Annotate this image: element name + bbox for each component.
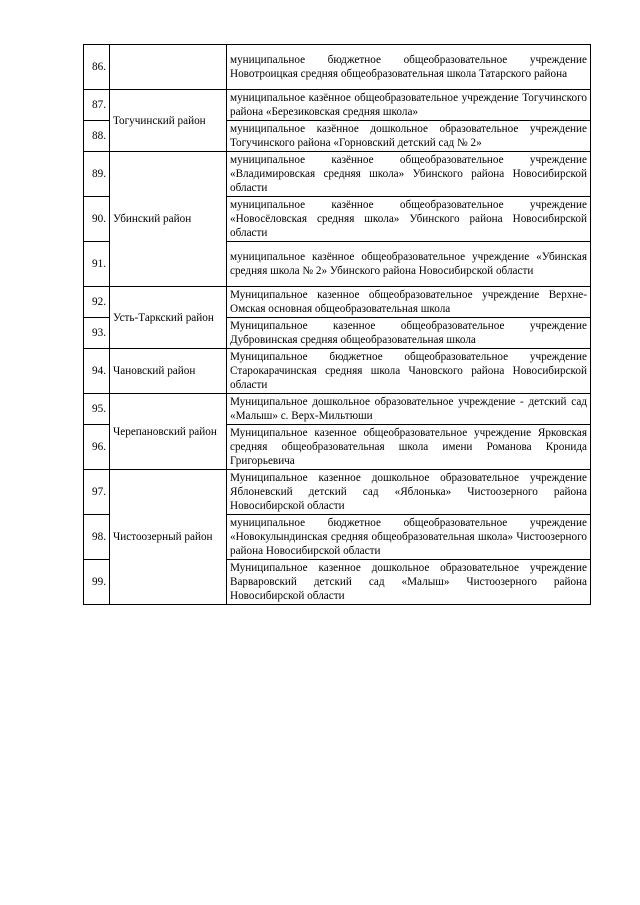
organization-name: Муниципальное казенное дошкольное образовательное учреждение Варваровский детский сад «Малыш» Чистоозерного района Новосибирской области	[227, 560, 591, 605]
row-number: 95.	[84, 394, 110, 425]
row-number: 89.	[84, 152, 110, 197]
district-cell: Усть-Таркский район	[110, 287, 227, 349]
row-number: 91.	[84, 242, 110, 287]
district-cell: Тогучинский район	[110, 90, 227, 152]
organization-name: Муниципальное дошкольное образовательное учреждение - детский сад «Малыш» с. Верх-Мильтюши	[227, 394, 591, 425]
organization-name: Муниципальное бюджетное общеобразовательное учреждение Старокарачинская средняя школа Чановского района Новосибирской области	[227, 349, 591, 394]
table-row	[84, 394, 591, 425]
organization-name: муниципальное бюджетное общеобразовательное учреждение «Новокулындинская средняя общеобразовательная школа» Чистоозерного района Новосибирской области	[227, 515, 591, 560]
row-number: 90.	[84, 197, 110, 242]
district-cell: Чистоозерный район	[110, 470, 227, 605]
row-number: 92.	[84, 287, 110, 318]
row-number: 94.	[84, 349, 110, 394]
table-row	[84, 152, 591, 197]
organization-name: Муниципальное казенное общеобразовательное учреждение Дубровинская средняя общеобразовательная школа	[227, 318, 591, 349]
organization-name: Муниципальное казенное дошкольное образовательное учреждение Яблоневский детский сад «Яблонька» Чистоозерного района Новосибирской области	[227, 470, 591, 515]
row-number: 99.	[84, 560, 110, 605]
table-row	[84, 349, 591, 394]
organization-name: муниципальное казённое дошкольное образовательное учреждение Тогучинского района «Горновский детский сад № 2»	[227, 121, 591, 152]
organization-name: муниципальное казённое общеобразовательное учреждение Тогучинского района «Березиковская средняя школа»	[227, 90, 591, 121]
row-number: 86.	[84, 45, 110, 90]
row-number: 93.	[84, 318, 110, 349]
row-number: 88.	[84, 121, 110, 152]
row-number: 96.	[84, 425, 110, 470]
row-number: 87.	[84, 90, 110, 121]
organization-name: Муниципальное казенное общеобразовательное учреждение Ярковская средняя общеобразовательная школа имени Романова Кронида Григорьевича	[227, 425, 591, 470]
table-row	[84, 45, 591, 90]
table-row	[84, 470, 591, 515]
organizations-table	[83, 44, 591, 605]
district-cell: Убинский район	[110, 152, 227, 287]
table-row	[84, 90, 591, 121]
district-cell	[110, 45, 227, 90]
row-number: 97.	[84, 470, 110, 515]
organization-name: Муниципальное казенное общеобразовательное учреждение Верхне-Омская основная общеобразовательная школа	[227, 287, 591, 318]
organization-name: муниципальное казённое общеобразовательное учреждение «Убинская средняя школа № 2» Убинского района Новосибирской области	[227, 242, 591, 287]
row-number: 98.	[84, 515, 110, 560]
district-cell: Чановский район	[110, 349, 227, 394]
organization-name: муниципальное бюджетное общеобразовательное учреждение Новотроицкая средняя общеобразовательная школа Татарского района	[227, 45, 591, 90]
district-cell: Черепановский район	[110, 394, 227, 470]
organization-name: муниципальное казённое общеобразовательное учреждение «Новосёловская средняя школа» Убинского района Новосибирской области	[227, 197, 591, 242]
table-row	[84, 287, 591, 318]
organization-name: муниципальное казённое общеобразовательное учреждение «Владимировская средняя школа» Убинского района Новосибирской области	[227, 152, 591, 197]
